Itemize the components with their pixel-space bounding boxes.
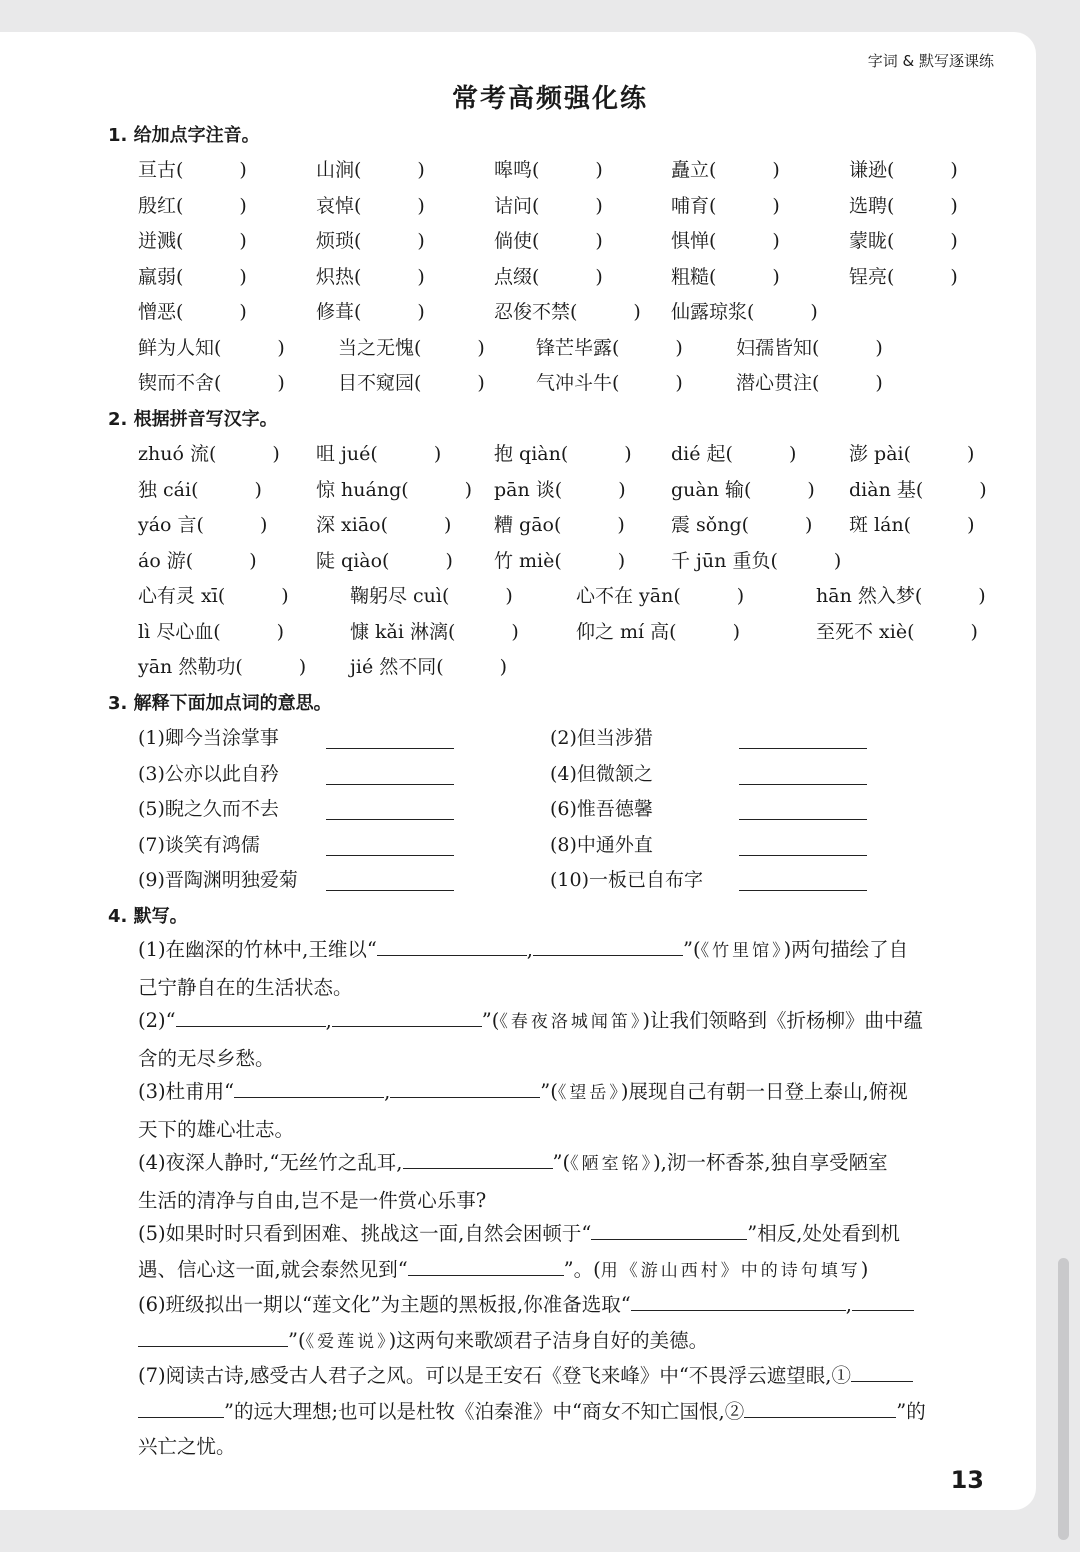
q1-word: 锃亮( <box>849 265 895 288</box>
close-paren: ) <box>417 265 425 288</box>
q1-item <box>338 333 485 360</box>
q1-word: 嗥鸣( <box>494 159 540 181</box>
q2-pinyin-word: 咀 jué( <box>316 443 378 465</box>
q1-word: 谦逊( <box>849 159 895 181</box>
q1-word: 点缀( <box>494 265 540 288</box>
q2-pinyin-word: 糟 gāo( <box>494 514 562 536</box>
close-paren: ) <box>239 194 247 217</box>
q2-item <box>138 439 280 466</box>
q2-item <box>671 510 812 537</box>
q2-item <box>671 546 841 573</box>
close-paren: ) <box>272 443 280 465</box>
close-paren: ) <box>772 230 780 252</box>
q1-word: 诘问( <box>494 194 540 217</box>
q2-item <box>494 475 626 502</box>
q2-pinyin-word: áo 游( <box>138 549 194 572</box>
text: )这两句来歌颂君子洁身自好的美德。 <box>388 1328 709 1352</box>
q2-pinyin-word: lì 尽心血( <box>138 620 221 643</box>
q4-heading: 4. 默写。 <box>108 906 188 927</box>
q1-word: 哀悼( <box>316 194 362 217</box>
q1-heading: 1. 给加点字注音。 <box>108 125 260 146</box>
answer-line[interactable] <box>739 747 867 749</box>
close-paren: ) <box>276 620 285 643</box>
source: 《望岳》 <box>557 1083 621 1103</box>
q1-item <box>316 191 425 218</box>
q3-heading: 3. 解释下面加点词的意思。 <box>108 693 332 714</box>
answer-line[interactable] <box>739 783 867 785</box>
close-paren: ) <box>875 372 883 394</box>
q4-item-6 <box>138 1287 996 1360</box>
q2-pinyin-word: 惊 huáng( <box>316 478 409 501</box>
q2-pinyin-word: 千 jūn 重负( <box>671 549 778 572</box>
q2-item <box>671 475 815 502</box>
q1-word: 当之无愧( <box>338 336 422 359</box>
q2-pinyin-word: guàn 输( <box>671 478 752 501</box>
q1-item <box>338 368 485 395</box>
q2-pinyin-word: 斑 lán( <box>849 514 912 536</box>
q1-item <box>494 297 641 324</box>
q2-item <box>849 439 974 466</box>
q1-item <box>138 262 247 289</box>
close-paren: ) <box>281 585 289 607</box>
q2-item <box>316 510 451 537</box>
q1-word: 惧惮( <box>671 230 717 252</box>
answer-blank[interactable] <box>138 1399 224 1418</box>
q2-pinyin-word: yān 然勒功( <box>138 656 243 678</box>
q2-item <box>138 546 257 573</box>
q2-pinyin-word: pān 谈( <box>494 478 563 501</box>
text: ”( <box>481 1009 500 1032</box>
q1-word: 矗立( <box>671 159 717 181</box>
page-title: 常考高频强化练 <box>451 84 648 114</box>
answer-blank[interactable] <box>744 1399 896 1418</box>
text: (1)在幽深的竹林中,王维以“ <box>138 938 377 961</box>
q1-item <box>736 333 883 360</box>
close-paren: ) <box>239 301 247 323</box>
q2-pinyin-word: dié 起( <box>671 443 733 465</box>
q1-item <box>138 368 285 395</box>
q1-item <box>316 262 425 289</box>
q3-phrase: (3)公亦以此自矜 <box>138 762 279 785</box>
close-paren: ) <box>950 230 958 252</box>
close-paren: ) <box>618 478 626 501</box>
q2-pinyin-word: 至死不 xiè( <box>816 620 915 643</box>
q1-item <box>138 226 247 253</box>
q2-item <box>316 475 472 502</box>
q2-item <box>138 652 306 679</box>
close-paren: ) <box>617 549 626 572</box>
q4-item-3 <box>138 1074 996 1147</box>
text: , <box>526 938 533 961</box>
answer-blank[interactable] <box>377 937 527 956</box>
q3-phrase: (10)一板已自布字 <box>550 869 704 891</box>
q2-item <box>849 510 975 537</box>
close-paren: ) <box>417 301 425 323</box>
text: ”相反,处处看到机 <box>747 1222 900 1245</box>
q2-item <box>849 475 987 502</box>
close-paren: ) <box>505 585 513 607</box>
answer-blank[interactable] <box>234 1079 384 1098</box>
close-paren: ) <box>675 372 683 394</box>
text: (3)杜甫用“ <box>138 1080 235 1103</box>
q2-pinyin-word: 震 sǒng( <box>671 514 750 536</box>
q1-item <box>138 155 247 182</box>
q1-item <box>849 226 958 253</box>
text: ”的远大理想;也可以是杜牧《泊秦淮》中“商女不知亡国恨,② <box>224 1399 745 1423</box>
text: , <box>325 1009 332 1032</box>
q2-pinyin-word: 独 cái( <box>138 478 199 501</box>
source: 《春夜洛城闻笛》 <box>499 1012 643 1032</box>
q1-item <box>494 226 603 253</box>
close-paren: ) <box>950 194 958 217</box>
close-paren: ) <box>417 159 425 181</box>
header-tag: 字词 & 默写逐课练 <box>867 52 994 70</box>
q2-pinyin-word: 澎 pài( <box>849 443 912 465</box>
q3-phrase: (6)惟吾德馨 <box>550 798 653 820</box>
close-paren: ) <box>445 549 453 572</box>
text: 兴亡之忧。 <box>138 1435 236 1458</box>
q2-item <box>671 439 796 466</box>
q1-item <box>671 226 780 253</box>
q4-item-7 <box>138 1358 996 1465</box>
close-paren: ) <box>833 549 842 572</box>
q2-item <box>350 581 513 608</box>
answer-blank[interactable] <box>138 1328 288 1347</box>
q1-item <box>671 297 818 324</box>
close-paren: ) <box>675 336 683 359</box>
q1-item <box>316 297 425 324</box>
close-paren: ) <box>477 372 485 394</box>
q3-phrase: (1)卿今当涂掌事 <box>138 727 279 749</box>
q1-word: 倘使( <box>494 230 540 252</box>
close-paren: ) <box>978 585 986 607</box>
close-paren: ) <box>810 301 818 323</box>
close-paren: ) <box>950 265 958 288</box>
q1-word: 妇孺皆知( <box>736 336 820 359</box>
q2-item <box>350 617 519 644</box>
q2-pinyin-word: 竹 miè( <box>494 549 562 572</box>
q1-item <box>494 191 603 218</box>
answer-line[interactable] <box>326 783 454 785</box>
q1-word: 炽热( <box>316 265 362 288</box>
q1-word: 仙露琼浆( <box>671 301 755 323</box>
text: 遇、信心这一面,就会泰然见到“ <box>138 1257 408 1281</box>
answer-line[interactable] <box>326 889 454 891</box>
text: (4)夜深人静时,“无丝竹之乱耳, <box>138 1151 403 1174</box>
q2-pinyin-word: 鞠躬尽 cuì( <box>350 585 450 607</box>
q1-word: 烦琐( <box>316 230 362 252</box>
q1-item <box>671 262 780 289</box>
q2-item <box>138 617 284 644</box>
close-paren: ) <box>595 159 603 181</box>
q2-pinyin-word: 深 xiāo( <box>316 514 389 536</box>
q1-word: 亘古( <box>138 159 184 181</box>
text: ”( <box>288 1328 306 1352</box>
close-paren: ) <box>417 194 425 217</box>
source: 《竹里馆》 <box>700 941 784 961</box>
close-paren: ) <box>298 656 307 678</box>
q4-item-5 <box>138 1216 996 1289</box>
text: ”( <box>683 938 701 961</box>
text: ) <box>860 1257 869 1281</box>
q1-item <box>138 297 247 324</box>
answer-blank[interactable] <box>403 1150 553 1169</box>
answer-blank[interactable] <box>176 1008 326 1027</box>
close-paren: ) <box>239 230 247 252</box>
q2-item <box>494 510 625 537</box>
page-number: 13 <box>950 1466 984 1494</box>
q2-pinyin-word: 慷 kǎi 淋漓( <box>350 620 456 643</box>
q2-pinyin-word: jié 然不同( <box>350 656 444 678</box>
q1-word: 蒙眬( <box>849 230 895 252</box>
text: ”。( <box>563 1257 601 1281</box>
close-paren: ) <box>499 656 508 678</box>
q1-word: 哺育( <box>671 194 717 217</box>
q2-pinyin-word: diàn 基( <box>849 478 924 501</box>
q1-item <box>536 333 683 360</box>
close-paren: ) <box>617 514 625 536</box>
q4-item-4 <box>138 1145 996 1218</box>
answer-blank[interactable] <box>851 1363 913 1382</box>
q2-item <box>138 510 267 537</box>
text: 生活的清净与自由,岂不是一件赏心乐事? <box>138 1188 487 1212</box>
q1-word: 选聘( <box>849 194 895 217</box>
close-paren: ) <box>433 443 442 465</box>
q1-item <box>138 191 247 218</box>
q2-item <box>576 581 744 608</box>
text: (5)如果时时只看到困难、挑战这一面,自然会困顿于“ <box>138 1222 592 1245</box>
q1-word: 锋芒毕露( <box>536 336 620 359</box>
close-paren: ) <box>595 194 603 217</box>
q1-word: 殷红( <box>138 194 184 217</box>
q2-item <box>816 581 986 608</box>
close-paren: ) <box>772 265 780 288</box>
text: )展现自己有朝一日登上泰山,俯视 <box>620 1080 908 1103</box>
q1-word: 憎恶( <box>138 301 184 323</box>
scrollbar[interactable] <box>1058 1258 1069 1540</box>
text: ),沏一杯香茶,独自享受陋室 <box>653 1151 888 1174</box>
text: 己宁静自在的生活状态。 <box>138 975 353 999</box>
q1-item <box>138 333 285 360</box>
answer-blank[interactable] <box>591 1221 747 1240</box>
q1-word: 目不窥园( <box>338 372 422 394</box>
text: ”( <box>552 1151 571 1174</box>
answer-blank[interactable] <box>332 1008 482 1027</box>
answer-blank[interactable] <box>408 1257 564 1276</box>
source: 《陋室铭》 <box>570 1154 654 1174</box>
close-paren: ) <box>772 159 780 181</box>
text: 天下的雄心壮志。 <box>138 1117 295 1141</box>
q3-phrase: (7)谈笑有鸿儒 <box>138 833 260 856</box>
q2-pinyin-word: zhuó 流( <box>138 443 217 465</box>
close-paren: ) <box>254 478 262 501</box>
q1-word: 山涧( <box>316 159 362 181</box>
q2-heading: 2. 根据拼音写汉字。 <box>108 409 278 430</box>
close-paren: ) <box>239 159 247 181</box>
text: )让我们领略到《折杨柳》曲中蕴 <box>642 1009 923 1032</box>
text: (2)“ <box>138 1009 176 1032</box>
close-paren: ) <box>807 478 815 501</box>
q2-pinyin-word: 陡 qiào( <box>316 549 390 572</box>
q1-item <box>316 155 425 182</box>
close-paren: ) <box>277 372 285 394</box>
text: , <box>384 1080 391 1103</box>
close-paren: ) <box>967 443 975 465</box>
q2-item <box>316 546 453 573</box>
close-paren: ) <box>511 620 519 643</box>
q3-phrase: (5)睨之久而不去 <box>138 798 279 820</box>
close-paren: ) <box>633 301 641 323</box>
note: 用《游山西村》中的诗句填写 <box>600 1260 861 1281</box>
close-paren: ) <box>736 585 745 607</box>
q4-item-1 <box>138 932 996 1005</box>
close-paren: ) <box>595 265 603 288</box>
close-paren: ) <box>950 159 958 181</box>
q2-item <box>350 652 507 679</box>
answer-blank[interactable] <box>390 1079 540 1098</box>
q1-word: 鲜为人知( <box>138 336 222 359</box>
q3-phrase: (8)中通外直 <box>550 833 653 856</box>
q1-word: 气冲斗牛( <box>536 372 620 394</box>
q1-item <box>494 262 603 289</box>
close-paren: ) <box>444 514 452 536</box>
close-paren: ) <box>805 514 813 536</box>
close-paren: ) <box>967 514 975 536</box>
answer-line[interactable] <box>739 854 867 856</box>
close-paren: ) <box>464 478 473 501</box>
q1-word: 潜心贯注( <box>736 372 820 394</box>
close-paren: ) <box>595 230 603 252</box>
q3-phrase: (4)但微颔之 <box>550 762 653 785</box>
q2-pinyin-word: 心有灵 xī( <box>138 585 226 607</box>
q1-word: 粗糙( <box>671 265 717 288</box>
answer-blank[interactable] <box>533 937 683 956</box>
q2-item <box>816 617 978 644</box>
q2-pinyin-word: 心不在 yān( <box>576 585 681 607</box>
text: 含的无尽乡愁。 <box>138 1046 275 1070</box>
q2-item <box>494 546 625 573</box>
close-paren: ) <box>624 443 632 465</box>
close-paren: ) <box>788 443 797 465</box>
q1-item <box>736 368 883 395</box>
close-paren: ) <box>249 549 257 572</box>
q2-pinyin-word: yáo 言( <box>138 514 204 536</box>
q2-item <box>138 475 262 502</box>
q2-item <box>494 439 632 466</box>
q1-item <box>849 191 958 218</box>
close-paren: ) <box>477 336 485 359</box>
q2-item <box>316 439 441 466</box>
q1-item <box>671 155 780 182</box>
answer-blank[interactable] <box>852 1292 914 1311</box>
q4-item-2 <box>138 1003 996 1076</box>
q2-pinyin-word: 仰之 mí 高( <box>576 620 677 643</box>
q1-word: 忍俊不禁( <box>494 301 578 323</box>
q1-word: 修葺( <box>316 301 362 323</box>
text: (6)班级拟出一期以“莲文化”为主题的黑板报,你准备选取“ <box>138 1293 631 1316</box>
q1-item <box>849 262 958 289</box>
close-paren: ) <box>277 336 285 359</box>
q2-pinyin-word: 抱 qiàn( <box>494 443 569 465</box>
q1-word: 锲而不舍( <box>138 372 222 394</box>
q1-item <box>849 155 958 182</box>
answer-blank[interactable] <box>631 1292 846 1311</box>
answer-line[interactable] <box>326 747 454 749</box>
close-paren: ) <box>772 194 780 217</box>
text: ”的 <box>896 1399 926 1423</box>
close-paren: ) <box>417 230 425 252</box>
source: 《爱莲说》 <box>305 1331 389 1352</box>
answer-line[interactable] <box>326 818 454 820</box>
close-paren: ) <box>979 478 987 501</box>
text: , <box>845 1293 852 1316</box>
answer-line[interactable] <box>739 818 867 820</box>
q3-phrase: (9)晋陶渊明独爱菊 <box>138 869 298 891</box>
close-paren: ) <box>970 620 978 643</box>
q1-item <box>671 191 780 218</box>
text: (7)阅读古诗,感受古人君子之风。可以是王安石《登飞来峰》中“不畏浮云遮望眼,① <box>138 1364 851 1387</box>
answer-line[interactable] <box>739 889 867 891</box>
q2-item <box>138 581 289 608</box>
q2-pinyin-word: hān 然入梦( <box>816 585 923 607</box>
q1-item <box>536 368 683 395</box>
close-paren: ) <box>239 265 247 288</box>
text: ”( <box>540 1080 558 1103</box>
q1-item <box>494 155 603 182</box>
close-paren: ) <box>875 336 883 359</box>
answer-line[interactable] <box>326 854 454 856</box>
q1-item <box>316 226 425 253</box>
text: )两句描绘了自 <box>783 938 909 961</box>
close-paren: ) <box>259 514 268 536</box>
close-paren: ) <box>732 620 741 643</box>
q2-item <box>576 617 740 644</box>
q1-word: 迸溅( <box>138 230 184 252</box>
q1-word: 羸弱( <box>138 265 184 288</box>
q3-phrase: (2)但当涉猎 <box>550 727 653 749</box>
